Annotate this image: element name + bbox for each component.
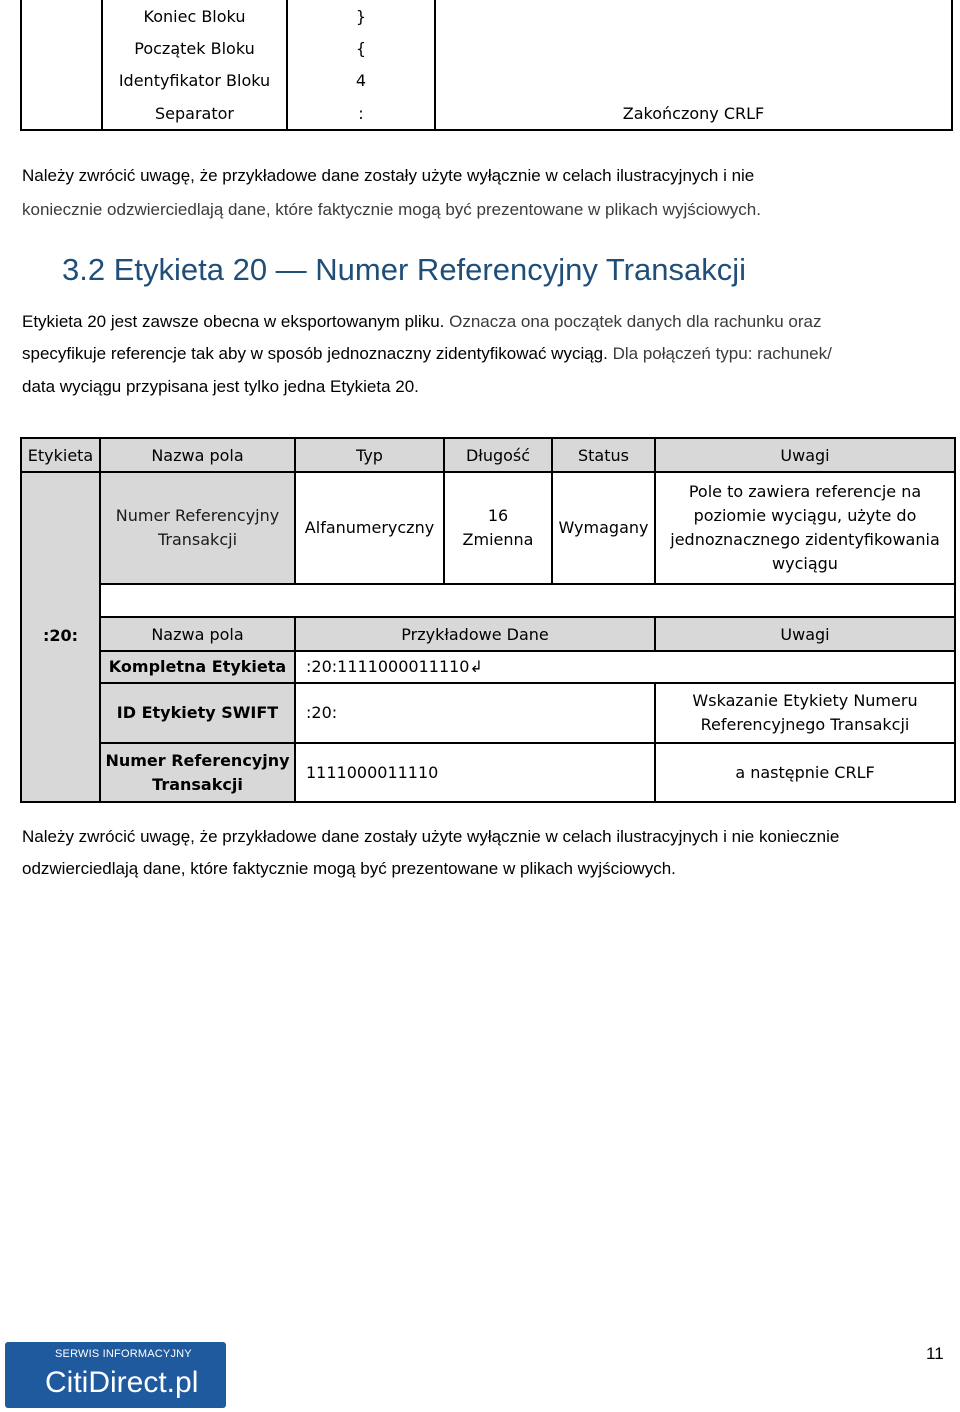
disclaimer-line: koniecznie odzwierciedlają dane, które faktycznie mogą być prezentowane w plikach wyjściowych. (22, 200, 761, 219)
example-label-swift-id: ID Etykiety SWIFT (116, 703, 279, 722)
field-status: Wymagany (558, 518, 649, 537)
tag-label: :20: (42, 625, 79, 645)
note-line: Referencyjnego Transakcji (700, 715, 910, 734)
column-header-etykieta: Etykieta (27, 445, 94, 465)
field-length-value: 16 (487, 506, 509, 525)
field-notes (656, 473, 954, 583)
column-header-status: Status (578, 445, 629, 465)
citidirect-logo (5, 1342, 226, 1408)
section-paragraph-line (22, 312, 821, 332)
example-label-reference (101, 744, 294, 801)
field-type: Alfanumeryczny (304, 518, 435, 537)
subheader-nazwa-pola: Nazwa pola (151, 624, 244, 644)
field-notes-line: wyciągu (772, 554, 838, 573)
example-note-swift-id (656, 684, 954, 742)
table-cell: Zakończony CRLF (622, 104, 765, 123)
field-notes-line: Pole to zawiera referencje na (688, 482, 922, 501)
example-value-swift-id: :20: (306, 703, 338, 722)
example-value-reference: 1111000011110 (306, 762, 439, 782)
field-length-kind: Zmienna (462, 530, 534, 549)
section-paragraph-line: data wyciągu przypisana jest tylko jedna Etykieta 20. (22, 377, 419, 396)
table-cell: Separator (155, 104, 234, 123)
example-label-full: Kompletna Etykieta (108, 657, 287, 676)
paragraph-text: Etykieta 20 jest zawsze obecna w eksportowanym pliku. (22, 312, 445, 331)
example-note-reference: a następnie CRLF (735, 762, 875, 782)
section-paragraph-line (22, 344, 832, 364)
table-cell: Koniec Bloku (143, 7, 246, 26)
note-line: Wskazanie Etykiety Numeru (692, 691, 918, 710)
page-number: 11 (926, 1344, 944, 1363)
subheader-przykladowe-dane: Przykładowe Dane (401, 624, 549, 644)
table-cell: Identyfikator Bloku (118, 71, 271, 90)
example-value-full: :20:1111000011110↲ (306, 657, 483, 676)
table-cell: { (355, 39, 367, 58)
field-name-line: Transakcji (157, 530, 238, 549)
subheader-uwagi: Uwagi (780, 624, 830, 644)
field-notes-line: poziomie wyciągu, użyte do (693, 506, 917, 525)
paragraph-text: Oznacza ona początek danych dla rachunku oraz (444, 312, 822, 331)
disclaimer-line: Należy zwrócić uwagę, że przykładowe dane zostały użyte wyłącznie w celach ilustracyjnych i nie koniecznie (22, 827, 840, 846)
column-header-typ: Typ (356, 445, 383, 465)
label-line: Transakcji (152, 774, 243, 794)
label-line: Numer Referencyjny (105, 750, 290, 770)
section-heading: 3.2 Etykieta 20 — Numer Referencyjny Transakcji (62, 252, 746, 287)
field-notes-line: jednoznacznego zidentyfikowania (670, 530, 940, 549)
table-cell: : (358, 104, 364, 123)
table-cell: } (355, 7, 367, 26)
logo-tagline: SERWIS INFORMACYJNY (55, 1348, 192, 1360)
column-header-nazwa-pola: Nazwa pola (151, 445, 244, 465)
disclaimer-line: Należy zwrócić uwagę, że przykładowe dane zostały użyte wyłącznie w celach ilustracyjnych i nie (22, 166, 755, 185)
disclaimer-line: odzwierciedlają dane, które faktycznie mogą być prezentowane w plikach wyjściowych. (22, 859, 676, 878)
logo-wordmark: CitiDirect.pl (45, 1366, 199, 1399)
table-cell: Początek Bloku (134, 39, 255, 58)
field-name-line: Numer Referencyjny (115, 506, 280, 525)
paragraph-text: Dla połączeń typu: rachunek/ (607, 344, 832, 363)
paragraph-text: specyfikuje referencje tak aby w sposób jednoznaczny zidentyfikować wyciąg. (22, 344, 608, 363)
table-cell: 4 (355, 71, 367, 90)
field-name (101, 473, 294, 583)
column-header-uwagi: Uwagi (780, 445, 830, 465)
column-header-dlugosc: Długość (465, 445, 531, 465)
field-length (445, 473, 551, 583)
